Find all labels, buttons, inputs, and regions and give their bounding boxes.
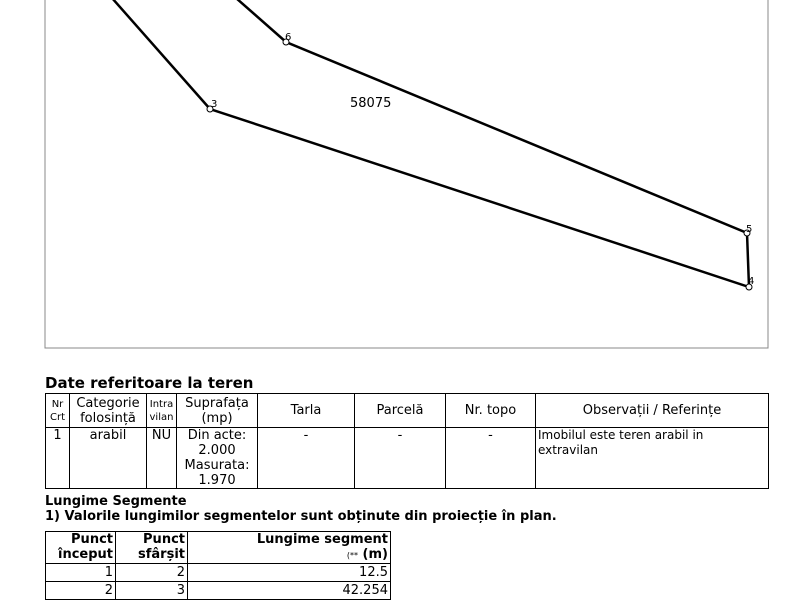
cell-nr-topo: -	[446, 428, 536, 489]
segmente-table	[45, 531, 391, 600]
segmente-section-title: Lungime Segmente	[45, 494, 187, 509]
point-label-3: 3	[211, 99, 218, 110]
segmente-note: 1) Valorile lungimilor segmentelor sunt obținute din proiecție în plan.	[45, 509, 557, 524]
cell-intravilan: NU	[147, 428, 177, 489]
cell-start: 1	[46, 564, 116, 582]
parcel-number-label: 58075	[350, 96, 392, 111]
cell-end: 3	[116, 582, 188, 600]
table-row	[46, 582, 391, 600]
cell-observatii: Imobilul este teren arabil in extravilan	[536, 428, 769, 489]
point-label-5: 5	[746, 224, 753, 235]
point-label-6: 6	[285, 32, 292, 43]
th-punct-inceput: Punct început	[46, 532, 116, 564]
th-observatii: Observații / Referințe	[536, 394, 769, 428]
th-lungime-segment: Lungime segment (** (m)	[188, 532, 391, 564]
table-row	[46, 564, 391, 582]
cell-nr: 1	[46, 428, 70, 489]
th-nr: Nr Crt	[46, 394, 70, 428]
cell-categorie: arabil	[70, 428, 147, 489]
cell-suprafata: Din acte: 2.000 Masurata: 1.970	[177, 428, 258, 489]
cell-tarla: -	[258, 428, 355, 489]
teren-table	[45, 393, 769, 489]
cell-end: 2	[116, 564, 188, 582]
th-tarla: Tarla	[258, 394, 355, 428]
segmente-header-row	[46, 532, 391, 564]
point-label-4: 4	[748, 276, 755, 287]
th-nr-topo: Nr. topo	[446, 394, 536, 428]
cell-length: 12.5	[188, 564, 391, 582]
th-punct-sfarsit: Punct sfârșit	[116, 532, 188, 564]
th-categorie: Categorie folosință	[70, 394, 147, 428]
cell-parcela: -	[355, 428, 446, 489]
th-intravilan: Intra vilan	[147, 394, 177, 428]
teren-header-row	[46, 394, 769, 428]
cell-length: 42.254	[188, 582, 391, 600]
th-suprafata: Suprafața (mp)	[177, 394, 258, 428]
teren-section-title: Date referitoare la teren	[45, 374, 254, 392]
cell-start: 2	[46, 582, 116, 600]
table-row	[46, 428, 769, 489]
parcel-boundary	[112, 0, 749, 287]
th-parcela: Parcelă	[355, 394, 446, 428]
